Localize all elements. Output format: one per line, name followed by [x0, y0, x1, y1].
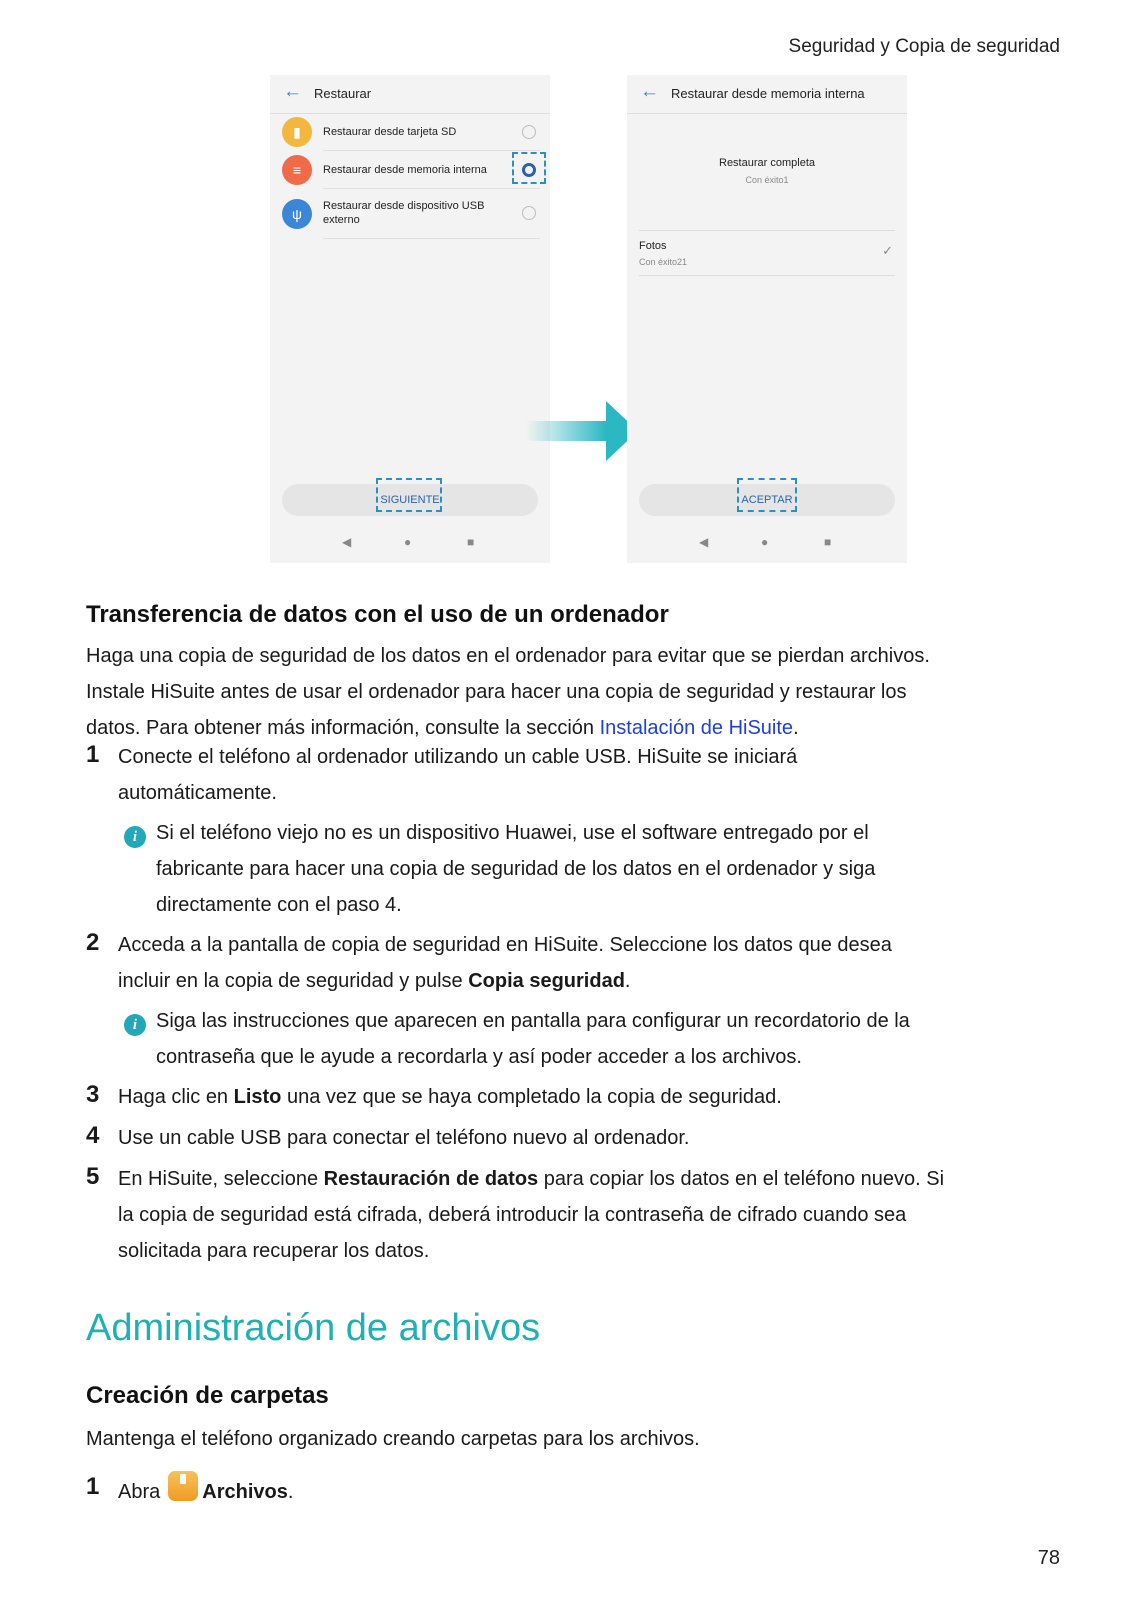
status-subtitle: Con éxito1	[745, 175, 789, 185]
option-label: Restaurar desde tarjeta SD	[323, 126, 457, 138]
back-arrow-icon: ←	[283, 81, 302, 102]
page-number: 78	[1037, 1547, 1060, 1569]
sd-card-icon: ▮	[282, 117, 312, 147]
option-usb	[270, 189, 550, 239]
text-line: Siga las instrucciones que aparecen en pantalla para configurar un recordatorio de la	[156, 1010, 910, 1032]
highlight-box	[737, 478, 797, 512]
text-fragment: .	[287, 1481, 294, 1503]
storage-icon: ≡	[282, 155, 312, 185]
nav-back-icon: ◀	[342, 535, 352, 549]
arrow-right-icon	[526, 401, 642, 466]
step-number: 4	[86, 1122, 100, 1149]
info-icon: i	[124, 1014, 146, 1036]
text-fragment: para copiar los datos en el teléfono nuevo. Si	[538, 1168, 945, 1190]
text-line	[118, 963, 1078, 999]
nav-recent-icon: ■	[467, 535, 475, 549]
app-bar	[627, 75, 907, 114]
info-icon: i	[124, 826, 146, 848]
ui-term: Copia seguridad	[468, 970, 625, 992]
ui-term: Archivos	[202, 1481, 288, 1503]
hisuite-install-link[interactable]: Instalación de HiSuite	[599, 717, 794, 739]
running-header: Seguridad y Copia de seguridad	[788, 36, 1060, 57]
text-fragment: En HiSuite, seleccione	[118, 1168, 324, 1190]
text-fragment: incluir en la copia de seguridad y pulse	[118, 970, 469, 992]
screen-title: Restaurar	[314, 86, 372, 101]
nav-home-icon: ●	[404, 535, 412, 549]
text-line: Conecte el teléfono al ordenador utilizando un cable USB. HiSuite se iniciará	[118, 746, 798, 768]
item-title: Fotos	[639, 240, 667, 252]
text-fragment: .	[624, 970, 631, 992]
text-fragment: una vez que se haya completado la copia de seguridad.	[281, 1086, 782, 1108]
radio-icon	[522, 206, 536, 220]
step-number: 1	[86, 1473, 100, 1500]
restore-screenshot	[270, 75, 550, 563]
usb-icon: ψ	[282, 199, 312, 229]
step-number: 1	[86, 741, 100, 768]
text-fragment: Abra	[118, 1481, 161, 1503]
section-heading: Transferencia de datos con el uso de un ordenador	[86, 601, 669, 628]
nav-back-icon: ◀	[699, 535, 709, 549]
intro-paragraph: Mantenga el teléfono organizado creando carpetas para los archivos.	[86, 1428, 700, 1450]
step-number: 3	[86, 1081, 100, 1108]
nav-home-icon: ●	[761, 535, 769, 549]
app-bar	[270, 75, 550, 114]
intro-paragraph	[86, 638, 1076, 746]
screen-title: Restaurar desde memoria interna	[671, 86, 865, 101]
text-line: directamente con el paso 4.	[156, 894, 402, 916]
highlight-box	[512, 152, 546, 184]
option-sd-card	[270, 113, 550, 151]
text-line: Acceda a la pantalla de copia de seguridad en HiSuite. Seleccione los datos que desea	[118, 934, 892, 956]
chapter-heading: Administración de archivos	[86, 1307, 541, 1349]
status-title: Restaurar completa	[719, 157, 815, 169]
step-text	[118, 739, 1078, 811]
text-line: Haga una copia de seguridad de los datos en el ordenador para evitar que se pierdan archivos.	[86, 645, 930, 667]
option-label: Restaurar desde memoria interna	[323, 164, 487, 176]
note-text	[156, 815, 1066, 923]
text-fragment: Haga clic en	[118, 1086, 234, 1108]
files-app-icon	[168, 1471, 198, 1501]
step-text	[118, 927, 1078, 999]
text-fragment: .	[793, 717, 799, 739]
back-arrow-icon: ←	[640, 81, 659, 102]
step-text	[118, 1471, 1078, 1510]
ui-term: Listo	[233, 1086, 282, 1108]
nav-recent-icon: ■	[824, 535, 832, 549]
text-line	[118, 1161, 1078, 1197]
note-text	[156, 1003, 1066, 1075]
option-label: Restaurar desde dispositivo USB externo	[323, 200, 485, 226]
nav-bar	[627, 525, 907, 563]
step-number: 2	[86, 929, 100, 956]
text-line: fabricante para hacer una copia de seguridad de los datos en el ordenador y siga	[156, 858, 876, 880]
ui-term: Restauración de datos	[323, 1168, 539, 1190]
section-heading: Creación de carpetas	[86, 1382, 329, 1409]
accept-button-label: ACEPTAR	[741, 494, 793, 506]
step-text	[118, 1161, 1078, 1269]
highlight-box	[376, 478, 442, 512]
text-fragment: datos. Para obtener más información, consulte la sección	[86, 717, 600, 739]
restore-result-screenshot	[627, 75, 907, 563]
text-line: contraseña que le ayude a recordarla y así poder acceder a los archivos.	[156, 1046, 802, 1068]
text-line: Si el teléfono viejo no es un dispositivo Huawei, use el software entregado por el	[156, 822, 869, 844]
radio-icon	[522, 125, 536, 139]
item-subtitle: Con éxito21	[639, 257, 688, 267]
nav-bar	[270, 525, 550, 563]
text-line: automáticamente.	[118, 782, 277, 804]
text-line: solicitada para recuperar los datos.	[118, 1240, 430, 1262]
option-internal-memory	[270, 151, 550, 189]
next-button-label: SIGUIENTE	[380, 494, 440, 506]
step-number: 5	[86, 1163, 100, 1190]
step-text	[118, 1079, 1078, 1115]
text-line: Instale HiSuite antes de usar el ordenador para hacer una copia de seguridad y restaurar los	[86, 681, 907, 703]
step-text: Use un cable USB para conectar el teléfono nuevo al ordenador.	[118, 1127, 690, 1149]
text-line: la copia de seguridad está cifrada, deberá introducir la contraseña de cifrado cuando sea	[118, 1204, 907, 1226]
check-icon: ✓	[882, 243, 893, 258]
